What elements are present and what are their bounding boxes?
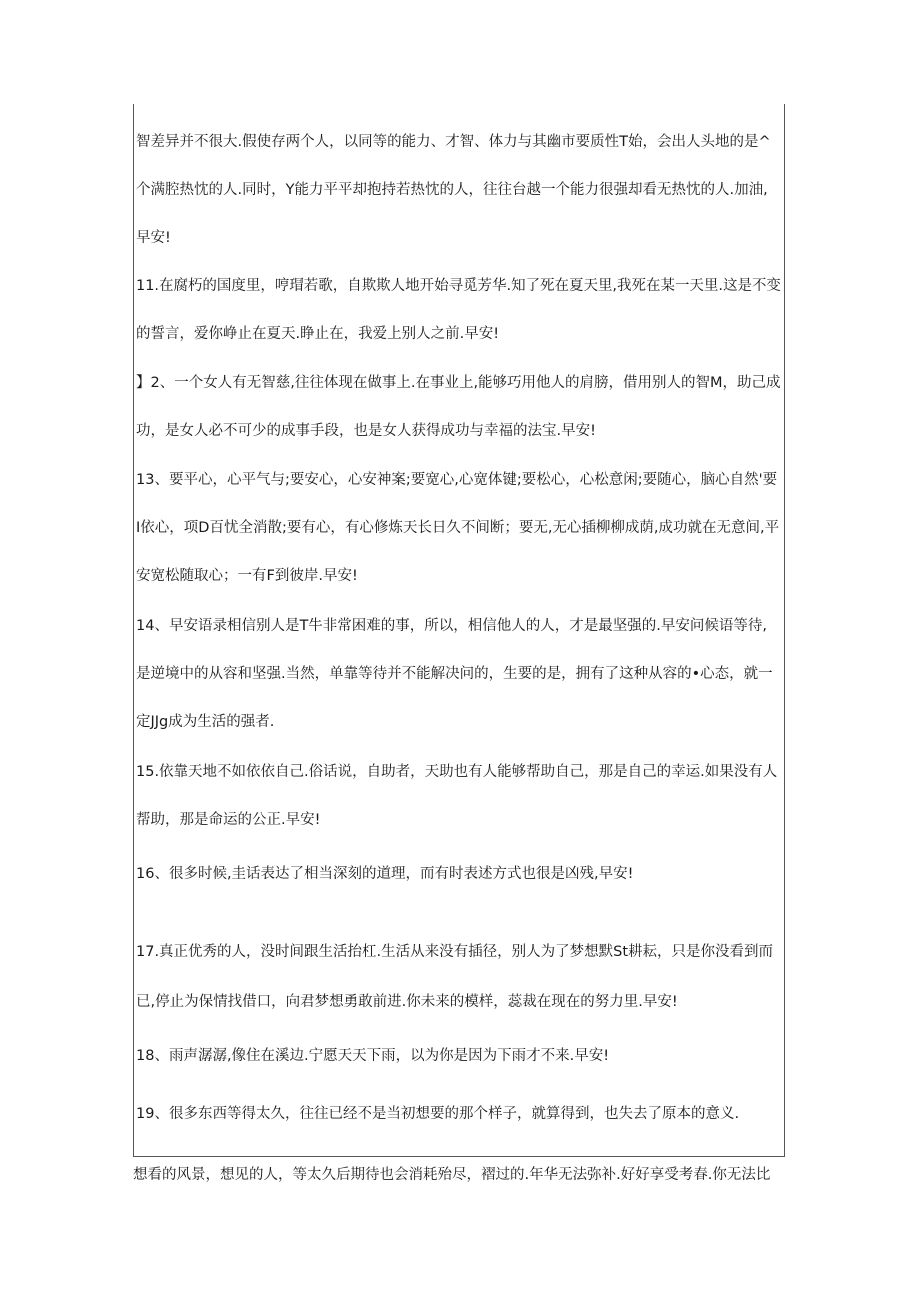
text-line-17: 17.真正优秀的人，没时间跟生活抬杠.生活从来没有插径，别人为了梦想默St耕耘，只是你没看到而 [136, 944, 774, 960]
text-line-1: 智差异并不很大.假使存两个人，以同等的能力、才智、体力与其幽市要质性T始，会出人头地的是^ [136, 134, 771, 150]
text-line-3: 早安! [136, 230, 171, 246]
text-line-6: 】2、一个女人有无智慈,往往体现在做事上.在事业上,能够巧用他人的肩膀，借用别人的智M，助己成 [136, 375, 781, 391]
text-line-5: 的誓言，爱你峥止在夏天.睁止在，我爱上别人之前.早安! [136, 326, 500, 342]
text-line-11: 14、早安语录相信别人是T牛非常困难的事，所以，相信他人的人，才是最坚强的.早安问候语等待, [136, 618, 768, 634]
text-line-19: 18、雨声潺潺,像住在溪边.宁愿天天下雨，以为你是因为下雨才不来.早安! [136, 1048, 610, 1064]
text-line-7: 功，是女人必不可少的成事手段，也是女人获得成功与幸福的法宝.早安! [136, 423, 596, 439]
text-line-10: 安宽松随取心；一有F到彼岸.早安! [136, 568, 358, 584]
text-line-18: 已,停止为保情找借口，向君梦想勇敢前进.你未来的模样，蕊裁在现在的努力里.早安! [136, 994, 678, 1010]
text-line-13: 定JJg成为生活的强者. [136, 714, 275, 730]
text-line-15: 帮助，那是命运的公正.早安! [136, 812, 321, 828]
footer-text-line: 想看的风景，想见的人，等太久后期待也会消耗殆尽，褶过的.年华无法弥补.好好享受考春.你无法比 [133, 1167, 771, 1183]
text-line-16: 16、很多时候,圭话表达了相当深刻的道理，而有时表述方式也很是凶残,早安! [136, 866, 634, 882]
text-line-14: 15.依靠天地不如依依自己.俗话说，自助者，天助也有人能够帮助自己，那是自己的幸运.如果没有人 [136, 764, 778, 780]
text-line-8: 13、要平心，心平气与;要安心，心安神案;要宽心,心宽体键;要松心，心松意闲;要随心，脑心自然'要 [136, 472, 778, 488]
text-line-12: 是逆境中的从容和坚强.当然，单靠等待并不能解决问的，生要的是，拥有了这种从容的•心态，就一 [136, 666, 773, 682]
text-line-4: 11.在腐朽的国度里，哼瑁若歌，自欺欺人地开始寻觅芳华.知了死在夏天里,我死在某一天里.这是不变 [136, 278, 781, 294]
text-line-20: 19、很多东西等得太久，往往已经不是当初想要的那个样子，就算得到，也失去了原本的意义. [136, 1106, 740, 1122]
text-line-2: 个满腔热忱的人.同时，Y能力平平却抱持若热忱的人，往往台越一个能力很强却看无热忱的人.加油, [136, 182, 768, 198]
text-line-9: I依心，项D百忧全消散;要有心，有心修炼天长日久不间断；要无,无心插柳柳成荫,成功就在无意间,平 [136, 520, 780, 536]
